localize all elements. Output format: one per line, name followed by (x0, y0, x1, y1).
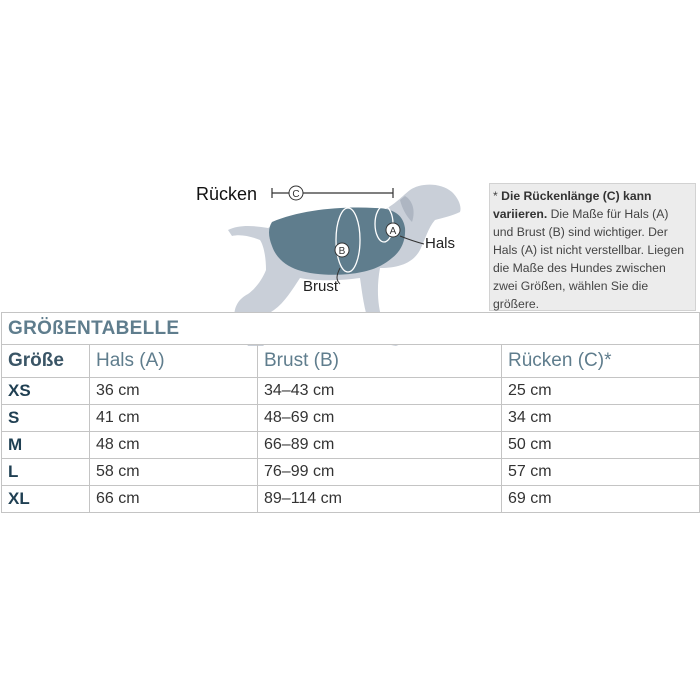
table-title: GRÖßENTABELLE (2, 313, 700, 345)
back-cell: 50 cm (502, 432, 700, 459)
marker-c (289, 186, 303, 200)
chest-cell: 89–114 cm (258, 486, 502, 513)
chest-cell: 76–99 cm (258, 459, 502, 486)
table-header-row (2, 345, 700, 378)
table-row (2, 378, 700, 405)
back-cell: 25 cm (502, 378, 700, 405)
chest-cell: 48–69 cm (258, 405, 502, 432)
table-row (2, 486, 700, 513)
chest-cell: 66–89 cm (258, 432, 502, 459)
note-text: Die Maße für Hals (A) und Brust (B) sind wichtiger. Der Hals (A) ist nicht verstellbar. Liegen die Maße des Hundes zwischen zwei Größen, wählen Sie die größere. (493, 207, 685, 311)
marker-a (386, 223, 400, 237)
back-cell: 57 cm (502, 459, 700, 486)
header-chest: Brust (B) (258, 345, 502, 378)
note-box (489, 183, 696, 311)
size-cell: M (2, 432, 90, 459)
svg-text:C: C (292, 189, 300, 200)
label-back: Rücken (196, 184, 258, 204)
size-table (1, 312, 700, 513)
label-neck: Hals (425, 235, 456, 252)
note-bold-text: Die Rückenlänge (C) kann variieren. (493, 189, 652, 221)
neck-cell: 36 cm (90, 378, 258, 405)
size-cell: XL (2, 486, 90, 513)
header-neck: Hals (A) (90, 345, 258, 378)
marker-b (335, 243, 349, 257)
svg-text:B: B (338, 246, 346, 257)
header-size: Größe (2, 345, 90, 378)
size-cell: L (2, 459, 90, 486)
table-row (2, 432, 700, 459)
svg-text:A: A (389, 226, 397, 237)
header-back: Rücken (C)* (502, 345, 700, 378)
back-cell: 34 cm (502, 405, 700, 432)
size-cell: XS (2, 378, 90, 405)
neck-cell: 41 cm (90, 405, 258, 432)
neck-cell: 66 cm (90, 486, 258, 513)
label-chest: Brust (303, 278, 339, 295)
back-cell: 69 cm (502, 486, 700, 513)
table-row (2, 459, 700, 486)
neck-cell: 58 cm (90, 459, 258, 486)
chest-cell: 34–43 cm (258, 378, 502, 405)
neck-cell: 48 cm (90, 432, 258, 459)
size-cell: S (2, 405, 90, 432)
table-row (2, 405, 700, 432)
note-star: * (493, 189, 502, 203)
